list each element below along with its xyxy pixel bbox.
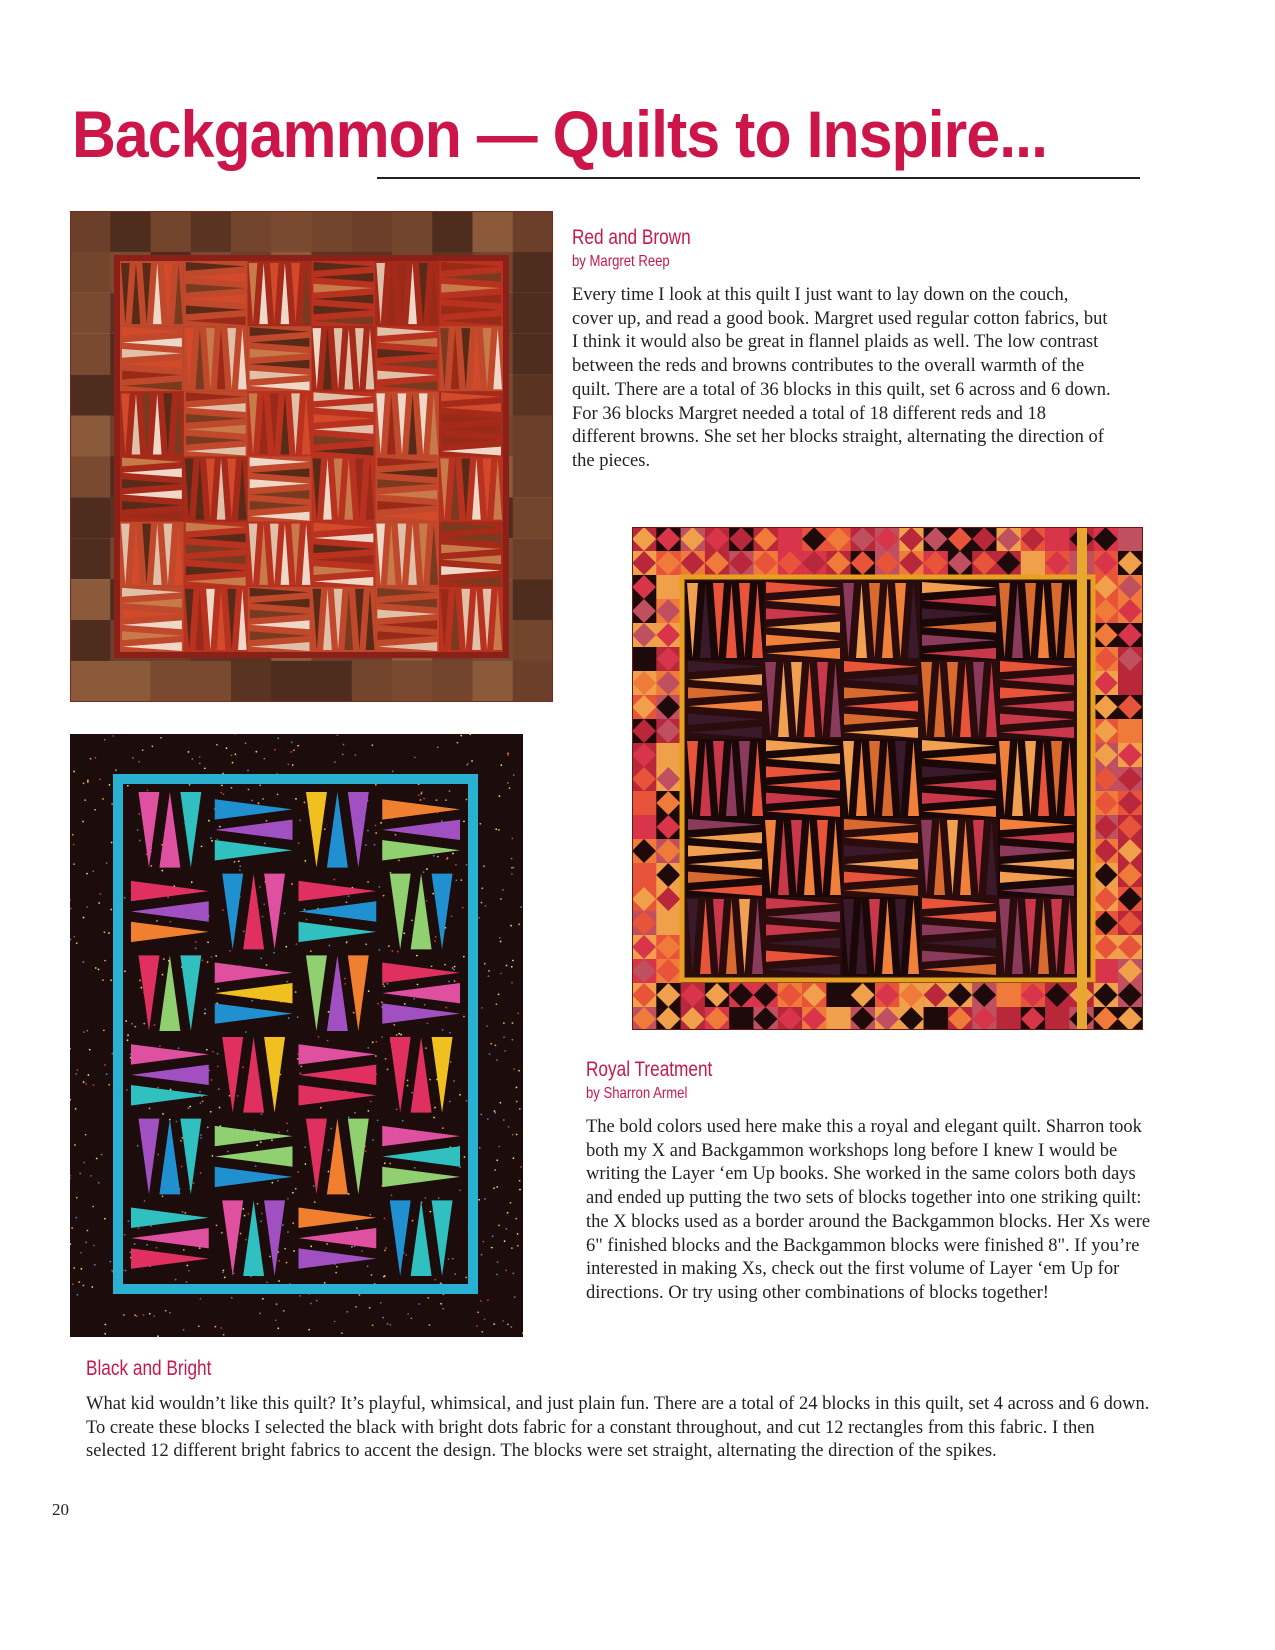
quilt-illustration: [70, 734, 523, 1337]
red-and-brown-byline: by Margret Reep: [572, 253, 670, 270]
quilt-illustration: [70, 211, 553, 702]
page-number: 20: [52, 1500, 69, 1519]
black-and-bright-heading: Black and Bright: [86, 1357, 212, 1380]
red-and-brown-description: Every time I look at this quilt I just want to lay down on the couch, cover up, and read a good book. Margret used regular cotton fabrics, but I think it would also be great in flannel plaids as well. The low contrast between the reds and browns contributes to the overall warmth of the quilt. There are a total of 36 blocks in this quilt, set 6 across and 6 down. For 36 blocks Margret needed a total of 18 different reds and 18 different browns. She set her blocks straight, alternating the direction of the pieces.: [572, 285, 1111, 471]
red-and-brown-quilt-photo: [70, 211, 553, 702]
royal-treatment-quilt-photo: [632, 527, 1143, 1030]
black-and-bright-description: What kid wouldn’t like this quilt? It’s playful, whimsical, and just plain fun. There are a total of 24 blocks in this quilt, set 4 across and 6 down. To create these blocks I selected the black with bright dots fabric for a constant throughout, and cut 12 rectangles from this fabric. I then selected 12 different bright fabrics to accent the design. The blocks were set straight, alternating the direction of the spikes.: [86, 1394, 1150, 1462]
red-and-brown-heading: Red and Brown: [572, 226, 691, 249]
royal-treatment-heading: Royal Treatment: [586, 1058, 713, 1081]
royal-treatment-byline: by Sharron Armel: [586, 1085, 688, 1102]
royal-treatment-description: The bold colors used here make this a royal and elegant quilt. Sharron took both my X and Backgammon workshops long before I knew I would be writing the Layer ‘em Up books. She worked in the same colors both days and ended up putting the two sets of blocks together into one striking quilt: the X blocks used as a border around the Backgammon blocks. Her Xs were 6" finished blocks and the Backgammon blocks were finished 8". If you’re interested in making Xs, check out the first volume of Layer ‘em Up for directions. Or try using other combinations of blocks together!: [586, 1117, 1151, 1303]
black-and-bright-quilt-photo: [70, 734, 523, 1337]
quilt-illustration: [632, 527, 1143, 1030]
title-rule: [377, 177, 1140, 179]
page-title: Backgammon — Quilts to Inspire...: [72, 97, 1048, 171]
